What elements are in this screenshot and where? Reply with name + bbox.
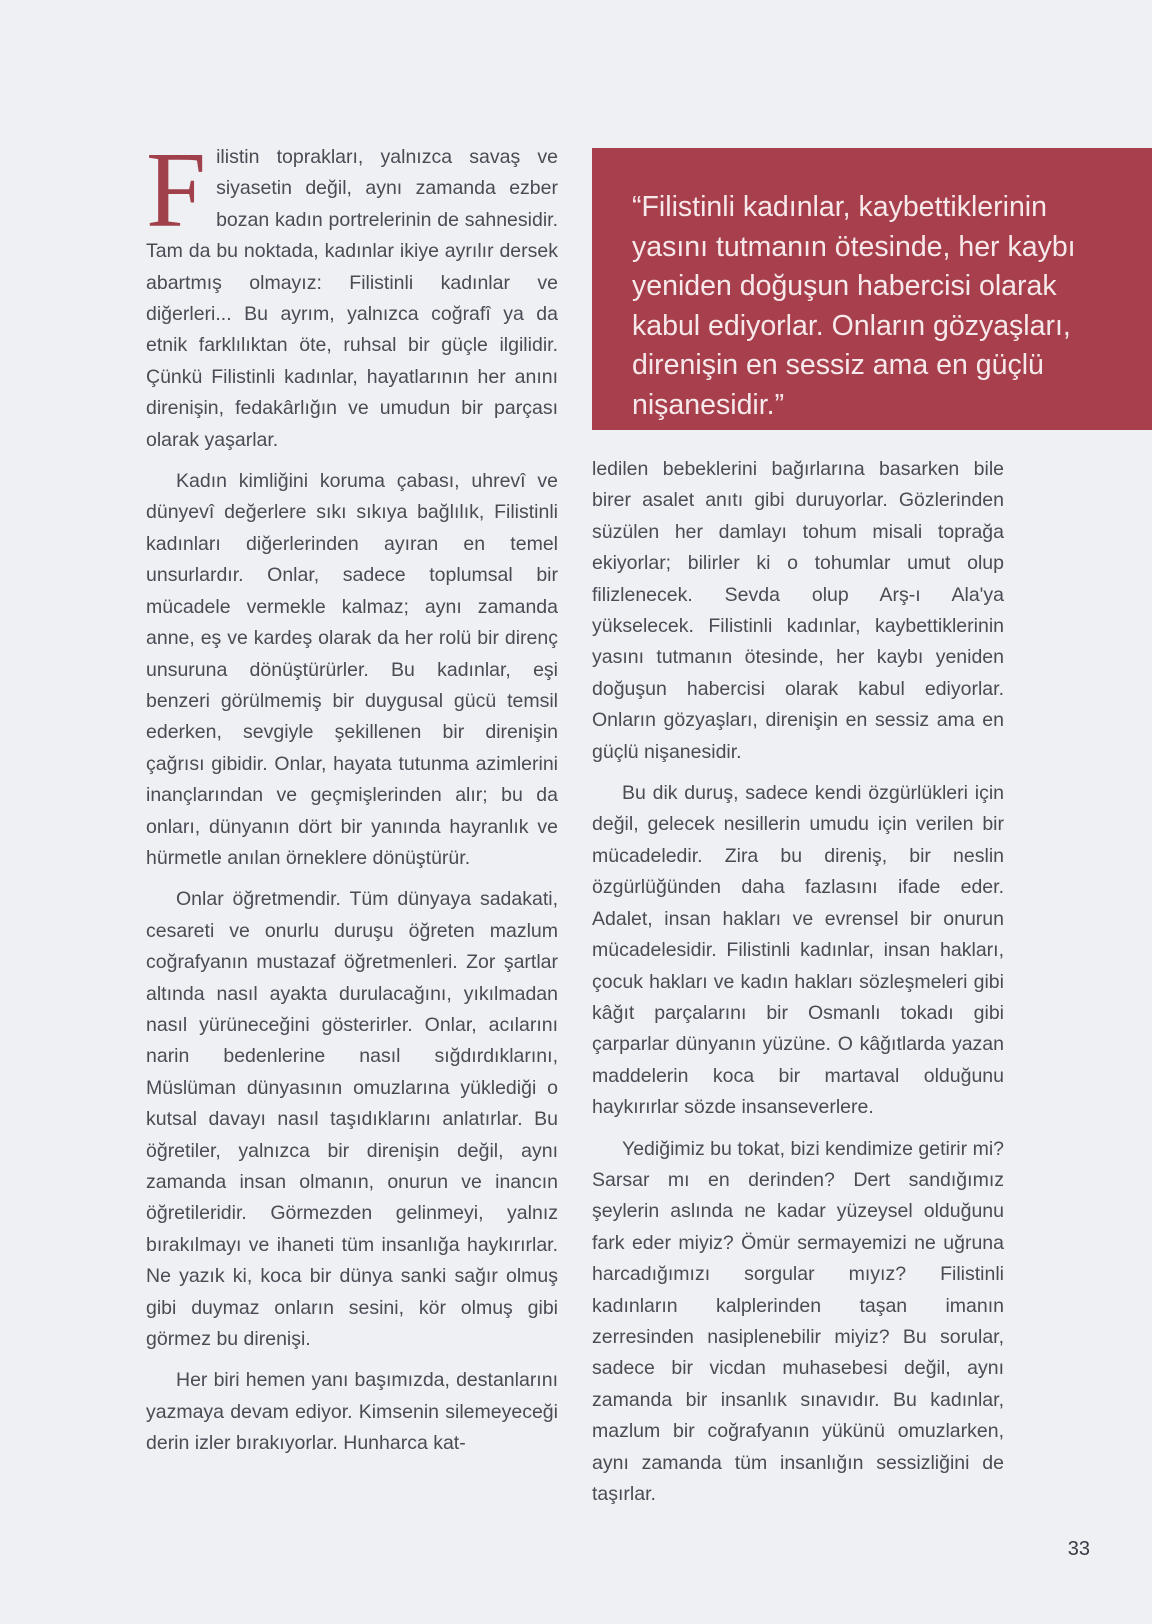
paragraph-1 [146, 131, 558, 456]
right-column [592, 454, 1004, 1520]
drop-cap: F [146, 131, 207, 250]
left-column [146, 131, 558, 1470]
page-number: 33 [1067, 1538, 1090, 1560]
paragraph-1-text: ilistin toprakları, yalnızca savaş ve siyasetin değil, aynı zamanda ezber bozan kadın portrelerinin de sahnesidir. Tam da bu noktada, kadınlar ikiye ayrılır dersek abartmış olmayız: Filistinli kadınlar ve diğerleri... Bu ayrım, yalnızca coğrafî ya da etnik farklılıktan öte, ruhsal bir güçle ilgilidir. Çünkü Filistinli kadınlar, hayatlarının her anını direnişin, fedakârlığın ve umudun bir parçası olarak yaşarlar. [146, 146, 558, 451]
paragraph-5: ledilen bebeklerini bağırlarına basarken bile birer asalet anıtı gibi duruyorlar. Gözlerinden süzülen her damlayı tohum misali toprağa ekiyorlar; bilirler ki o tohumlar umut olup filizlenecek. Sevda olup Arş-ı Ala'ya yükselecek. Filistinli kadınlar, kaybettiklerinin yasını tutmanın ötesinde, her kaybı yeniden doğuşun habercisi olarak kabul ediyorlar. Onların gözyaşları, direnişin en sessiz ama en güçlü nişanesidir. [592, 458, 1004, 763]
paragraph-7: Yediğimiz bu tokat, bizi kendimize getirir mi? Sarsar mı en derinden? Dert sandığımız şeylerin aslında ne kadar yüzeysel olduğunu fark eder miyiz? Ömür sermayemizi ne uğruna harcadığımızı sorgular mıyız? Filistinli kadınların kalplerinden taşan imanın zerresinden nasiplenebilir miyiz? Bu sorular, sadece bir vicdan muhasebesi değil, aynı zamanda bir insanlık sınavıdır. Bu kadınlar, mazlum bir coğrafyanın yükünü omuzlarken, aynı zamanda tüm insanlığın sessizliğini de taşırlar. [592, 1137, 1004, 1505]
pull-quote: “Filistinli kadınlar, kaybettiklerinin yasını tutmanın ötesinde, her kaybı yeniden doğuşun habercisi olarak kabul ediyorlar. Onların gözyaşları, direnişin en sessiz ama en güçlü nişanesidir.” [592, 148, 1152, 430]
paragraph-4: Her biri hemen yanı başımızda, destanlarını yazmaya devam ediyor. Kimsenin silemeyeceği derin izler bırakıyorlar. Hunharca kat- [146, 1369, 558, 1455]
paragraph-6: Bu dik duruş, sadece kendi özgürlükleri için değil, gelecek nesillerin umudu için verilen bir mücadeledir. Zira bu direniş, bir neslin özgürlüğünden daha fazlasını ifade eder. Adalet, insan hakları ve evrensel bir onurun mücadelesidir. Filistinli kadınlar, insan hakları, çocuk hakları ve kadın hakları sözleşmeleri gibi kâğıt parçalarını bir Osmanlı tokadı gibi çarparlar dünyanın yüzüne. O kâğıtlarda yazan maddelerin koca bir martaval olduğunu haykırırlar sözde insanseverlere. [592, 782, 1004, 1119]
paragraph-2: Kadın kimliğini koruma çabası, uhrevî ve dünyevî değerlere sıkı sıkıya bağlılık, Filistinli kadınları diğerlerinden ayıran en temel unsurlardır. Onlar, sadece toplumsal bir mücadele vermekle kalmaz; aynı zamanda anne, eş ve kardeş olarak da her rolü bir direnç unsuruna dönüştürürler. Bu kadınlar, eşi benzeri görülmemiş bir duygusal gücü temsil ederken, sevgiyle şekillenen bir direnişin çağrısı gibidir. Onlar, hayata tutunma azimlerini inançlarından ve geçmişlerinden alır; bu da onları, dünyanın dört bir yanında hayranlık ve hürmetle anılan örneklere dönüştürür. [146, 470, 558, 869]
paragraph-3: Onlar öğretmendir. Tüm dünyaya sadakati, cesareti ve onurlu duruşu öğreten mazlum coğrafyanın mustazaf öğretmenleri. Zor şartlar altında nasıl ayakta durulacağını, yıkılmadan nasıl yürüneceğini gösterirler. Onlar, acılarını narin bedenlerine nasıl sığdırdıklarını, Müslüman dünyasının omuzlarına yüklediği o kutsal davayı nasıl taşıdıklarını anlatırlar. Bu öğretiler, yalnızca bir direnişin değil, aynı zamanda insan olmanın, onurun ve inancın öğretileridir. Görmezden gelinmeyi, yalnız bırakılmayı ve ihaneti tüm insanlığa haykırırlar. Ne yazık ki, koca bir dünya sanki sağır olmuş gibi duymaz onların sesini, kör olmuş gibi görmez bu direnişi. [146, 888, 558, 1351]
